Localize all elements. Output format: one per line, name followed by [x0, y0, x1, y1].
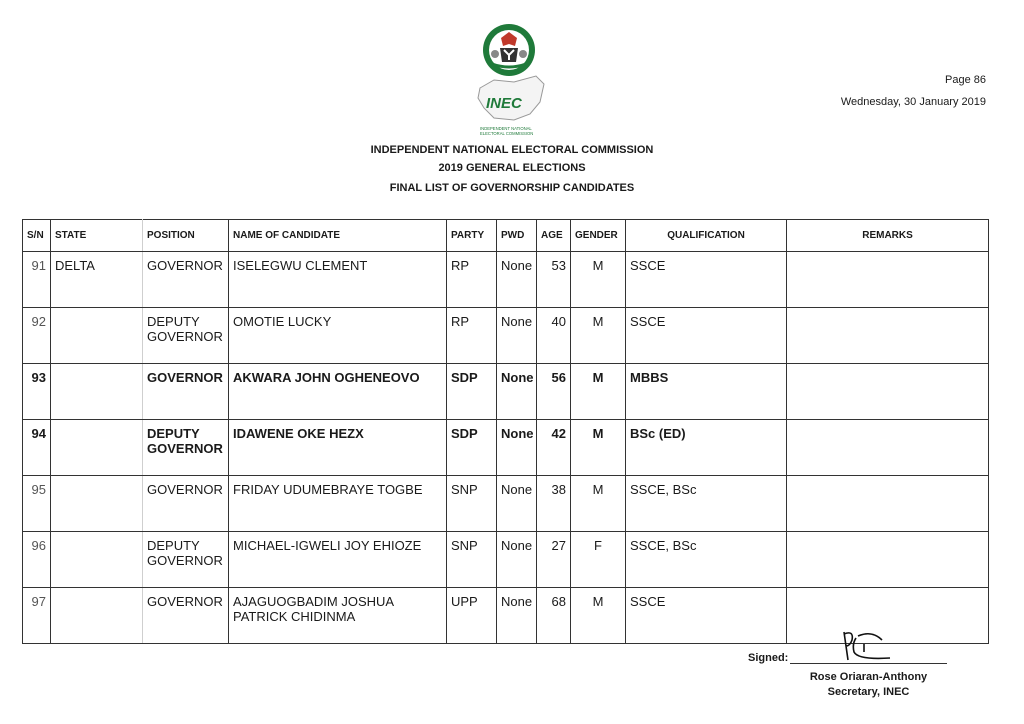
cell-gender: M	[571, 420, 626, 476]
cell-pwd: None	[497, 476, 537, 532]
title-line-list: FINAL LIST OF GOVERNORSHIP CANDIDATES	[389, 182, 635, 194]
cell-gender: M	[571, 588, 626, 644]
cell-age: 56	[537, 364, 571, 420]
cell-party: SNP	[447, 532, 497, 588]
svg-text:ELECTORAL COMMISSION: ELECTORAL COMMISSION	[480, 131, 534, 136]
cell-age: 27	[537, 532, 571, 588]
cell-remarks	[787, 420, 989, 476]
cell-gender: M	[571, 308, 626, 364]
cell-position: GOVERNOR	[143, 476, 229, 532]
cell-sn: 91	[23, 252, 51, 308]
cell-qualification: SSCE, BSc	[626, 476, 787, 532]
cell-gender: M	[571, 364, 626, 420]
logo-text: INEC	[486, 95, 522, 112]
cell-sn: 95	[23, 476, 51, 532]
cell-sn: 92	[23, 308, 51, 364]
signer-title: Secretary, INEC	[827, 686, 910, 698]
cell-qualification: SSCE	[626, 308, 787, 364]
cell-party: UPP	[447, 588, 497, 644]
document-title	[0, 143, 1024, 199]
candidates-table	[22, 219, 989, 644]
col-header-state: STATE	[51, 220, 143, 252]
cell-state	[51, 420, 143, 476]
cell-position: DEPUTY GOVERNOR	[143, 532, 229, 588]
cell-name: MICHAEL-IGWELI JOY EHIOZE	[229, 532, 447, 588]
cell-pwd: None	[497, 588, 537, 644]
cell-party: SDP	[447, 364, 497, 420]
cell-sn: 94	[23, 420, 51, 476]
table-row	[23, 364, 989, 420]
cell-party: SDP	[447, 420, 497, 476]
cell-remarks	[787, 532, 989, 588]
cell-age: 53	[537, 252, 571, 308]
cell-qualification: SSCE	[626, 252, 787, 308]
table-row	[23, 476, 989, 532]
cell-pwd: None	[497, 364, 537, 420]
page-number: Page 86	[945, 74, 986, 86]
cell-party: SNP	[447, 476, 497, 532]
cell-party: RP	[447, 308, 497, 364]
cell-age: 38	[537, 476, 571, 532]
cell-state: DELTA	[51, 252, 143, 308]
inec-logo	[474, 22, 574, 140]
cell-qualification: MBBS	[626, 364, 787, 420]
cell-remarks	[787, 476, 989, 532]
cell-name: OMOTIE LUCKY	[229, 308, 447, 364]
cell-position: GOVERNOR	[143, 252, 229, 308]
cell-gender: F	[571, 532, 626, 588]
signed-label: Signed:	[748, 652, 789, 664]
cell-gender: M	[571, 252, 626, 308]
title-line-commission: INDEPENDENT NATIONAL ELECTORAL COMMISSION	[370, 144, 654, 156]
svg-text:INDEPENDENT NATIONAL: INDEPENDENT NATIONAL	[480, 126, 532, 131]
cell-qualification: SSCE, BSc	[626, 532, 787, 588]
cell-state	[51, 588, 143, 644]
col-header-remarks: REMARKS	[787, 220, 989, 252]
cell-pwd: None	[497, 308, 537, 364]
cell-sn: 96	[23, 532, 51, 588]
cell-age: 40	[537, 308, 571, 364]
cell-qualification: BSc (ED)	[626, 420, 787, 476]
col-header-age: AGE	[537, 220, 571, 252]
table-row	[23, 308, 989, 364]
cell-qualification: SSCE	[626, 588, 787, 644]
table-row	[23, 420, 989, 476]
cell-remarks	[787, 364, 989, 420]
cell-age: 68	[537, 588, 571, 644]
cell-state	[51, 532, 143, 588]
signer-name: Rose Oriaran-Anthony	[809, 671, 928, 683]
cell-state	[51, 308, 143, 364]
cell-sn: 93	[23, 364, 51, 420]
col-header-position: POSITION	[143, 220, 229, 252]
table-header-row	[23, 220, 989, 252]
cell-pwd: None	[497, 252, 537, 308]
cell-position: GOVERNOR	[143, 364, 229, 420]
cell-sn: 97	[23, 588, 51, 644]
title-line-elections: 2019 GENERAL ELECTIONS	[438, 162, 586, 174]
cell-age: 42	[537, 420, 571, 476]
col-header-pwd: PWD	[497, 220, 537, 252]
cell-position: DEPUTY GOVERNOR	[143, 420, 229, 476]
table-row	[23, 532, 989, 588]
cell-remarks	[787, 308, 989, 364]
document-date: Wednesday, 30 January 2019	[840, 96, 986, 108]
signer-block	[790, 670, 947, 700]
cell-state	[51, 476, 143, 532]
cell-name: AKWARA JOHN OGHENEOVO	[229, 364, 447, 420]
cell-remarks	[787, 252, 989, 308]
handwritten-signature	[838, 626, 898, 666]
cell-name: ISELEGWU CLEMENT	[229, 252, 447, 308]
cell-position: DEPUTY GOVERNOR	[143, 308, 229, 364]
col-header-qualification: QUALIFICATION	[626, 220, 787, 252]
cell-name: IDAWENE OKE HEZX	[229, 420, 447, 476]
table-row	[23, 252, 989, 308]
col-header-gender: GENDER	[571, 220, 626, 252]
col-header-name: NAME OF CANDIDATE	[229, 220, 447, 252]
cell-pwd: None	[497, 420, 537, 476]
col-header-party: PARTY	[447, 220, 497, 252]
cell-name: AJAGUOGBADIM JOSHUA PATRICK CHIDINMA	[229, 588, 447, 644]
cell-state	[51, 364, 143, 420]
col-header-sn: S/N	[23, 220, 51, 252]
cell-position: GOVERNOR	[143, 588, 229, 644]
cell-party: RP	[447, 252, 497, 308]
cell-pwd: None	[497, 532, 537, 588]
cell-gender: M	[571, 476, 626, 532]
cell-name: FRIDAY UDUMEBRAYE TOGBE	[229, 476, 447, 532]
